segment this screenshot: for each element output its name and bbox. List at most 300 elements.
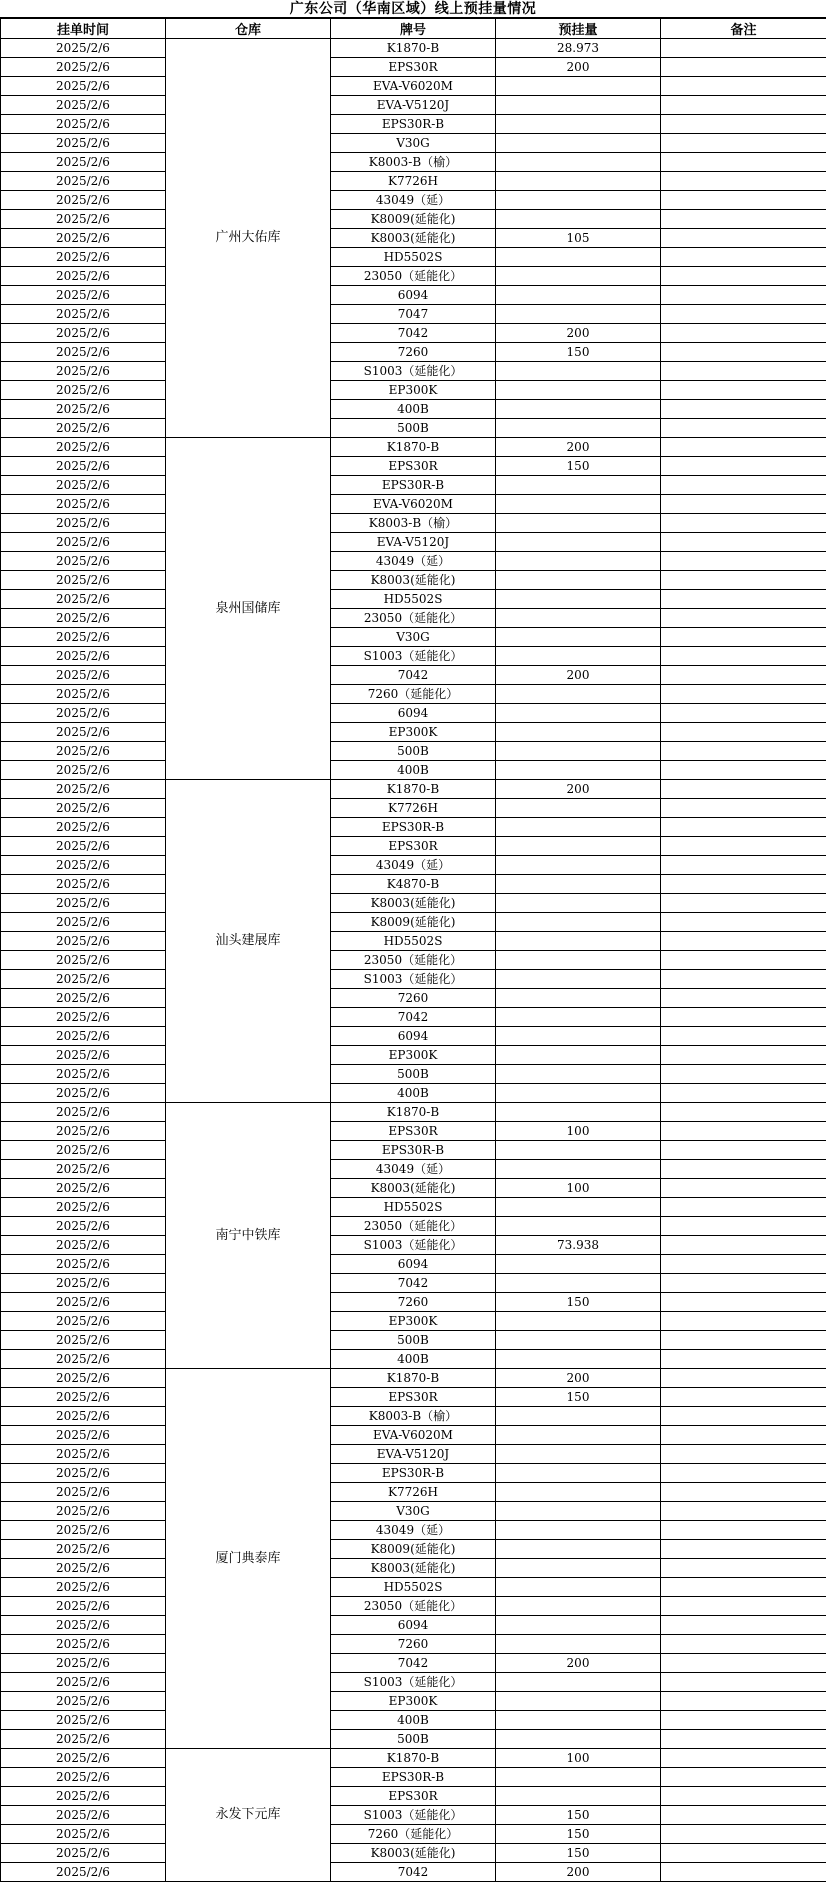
cell-date[interactable]: 2025/2/6	[1, 1787, 166, 1806]
cell-grade[interactable]: EPS30R	[331, 1388, 496, 1407]
cell-date[interactable]: 2025/2/6	[1, 1806, 166, 1825]
cell-remark[interactable]	[661, 571, 826, 590]
cell-quantity[interactable]	[496, 514, 661, 533]
cell-grade[interactable]: 500B	[331, 742, 496, 761]
cell-grade[interactable]: EPS30R	[331, 1122, 496, 1141]
cell-warehouse[interactable]: 南宁中铁库	[166, 1103, 331, 1369]
cell-date[interactable]: 2025/2/6	[1, 894, 166, 913]
cell-quantity[interactable]	[496, 704, 661, 723]
cell-date[interactable]: 2025/2/6	[1, 1122, 166, 1141]
cell-date[interactable]: 2025/2/6	[1, 1179, 166, 1198]
cell-remark[interactable]	[661, 1103, 826, 1122]
cell-remark[interactable]	[661, 609, 826, 628]
cell-remark[interactable]	[661, 1616, 826, 1635]
cell-grade[interactable]: EPS30R-B	[331, 1464, 496, 1483]
cell-quantity[interactable]	[496, 96, 661, 115]
cell-quantity[interactable]	[496, 1103, 661, 1122]
cell-quantity[interactable]	[496, 134, 661, 153]
cell-grade[interactable]: 7260（延能化）	[331, 1825, 496, 1844]
cell-remark[interactable]	[661, 1312, 826, 1331]
cell-grade[interactable]: 500B	[331, 419, 496, 438]
cell-warehouse[interactable]: 汕头建展库	[166, 780, 331, 1103]
cell-quantity[interactable]	[496, 1160, 661, 1179]
cell-quantity[interactable]	[496, 552, 661, 571]
cell-remark[interactable]	[661, 1673, 826, 1692]
cell-remark[interactable]	[661, 343, 826, 362]
cell-grade[interactable]: V30G	[331, 1502, 496, 1521]
cell-date[interactable]: 2025/2/6	[1, 1103, 166, 1122]
cell-remark[interactable]	[661, 1407, 826, 1426]
cell-grade[interactable]: K8003(延能化)	[331, 571, 496, 590]
cell-grade[interactable]: 7260	[331, 1293, 496, 1312]
cell-remark[interactable]	[661, 818, 826, 837]
cell-quantity[interactable]	[496, 989, 661, 1008]
cell-date[interactable]: 2025/2/6	[1, 1369, 166, 1388]
cell-date[interactable]: 2025/2/6	[1, 210, 166, 229]
cell-remark[interactable]	[661, 1863, 826, 1882]
cell-quantity[interactable]: 100	[496, 1122, 661, 1141]
cell-grade[interactable]: 7042	[331, 1008, 496, 1027]
cell-remark[interactable]	[661, 1331, 826, 1350]
cell-date[interactable]: 2025/2/6	[1, 1749, 166, 1768]
cell-date[interactable]: 2025/2/6	[1, 989, 166, 1008]
cell-quantity[interactable]	[496, 590, 661, 609]
cell-date[interactable]: 2025/2/6	[1, 77, 166, 96]
cell-grade[interactable]: K8003(延能化)	[331, 1179, 496, 1198]
cell-remark[interactable]	[661, 761, 826, 780]
cell-date[interactable]: 2025/2/6	[1, 1027, 166, 1046]
cell-grade[interactable]: S1003（延能化）	[331, 1673, 496, 1692]
cell-grade[interactable]: EPS30R-B	[331, 818, 496, 837]
cell-quantity[interactable]: 200	[496, 1863, 661, 1882]
cell-quantity[interactable]	[496, 1027, 661, 1046]
cell-quantity[interactable]	[496, 1673, 661, 1692]
cell-grade[interactable]: EPS30R-B	[331, 1141, 496, 1160]
cell-date[interactable]: 2025/2/6	[1, 1597, 166, 1616]
cell-remark[interactable]	[661, 1540, 826, 1559]
cell-grade[interactable]: V30G	[331, 134, 496, 153]
cell-grade[interactable]: 500B	[331, 1730, 496, 1749]
cell-grade[interactable]: 23050（延能化）	[331, 1597, 496, 1616]
cell-grade[interactable]: S1003（延能化）	[331, 1806, 496, 1825]
cell-grade[interactable]: 23050（延能化）	[331, 609, 496, 628]
cell-quantity[interactable]	[496, 685, 661, 704]
cell-quantity[interactable]: 200	[496, 58, 661, 77]
cell-quantity[interactable]: 105	[496, 229, 661, 248]
cell-remark[interactable]	[661, 476, 826, 495]
cell-grade[interactable]: HD5502S	[331, 1198, 496, 1217]
cell-date[interactable]: 2025/2/6	[1, 1825, 166, 1844]
cell-remark[interactable]	[661, 1483, 826, 1502]
cell-date[interactable]: 2025/2/6	[1, 343, 166, 362]
cell-quantity[interactable]	[496, 1217, 661, 1236]
cell-date[interactable]: 2025/2/6	[1, 647, 166, 666]
cell-quantity[interactable]	[496, 1692, 661, 1711]
cell-quantity[interactable]	[496, 913, 661, 932]
cell-remark[interactable]	[661, 590, 826, 609]
cell-quantity[interactable]	[496, 894, 661, 913]
cell-grade[interactable]: HD5502S	[331, 932, 496, 951]
cell-grade[interactable]: 6094	[331, 1027, 496, 1046]
cell-date[interactable]: 2025/2/6	[1, 1274, 166, 1293]
cell-remark[interactable]	[661, 1559, 826, 1578]
cell-grade[interactable]: 500B	[331, 1331, 496, 1350]
cell-quantity[interactable]	[496, 286, 661, 305]
cell-date[interactable]: 2025/2/6	[1, 1768, 166, 1787]
cell-remark[interactable]	[661, 1217, 826, 1236]
cell-date[interactable]: 2025/2/6	[1, 837, 166, 856]
cell-grade[interactable]: 23050（延能化）	[331, 1217, 496, 1236]
cell-date[interactable]: 2025/2/6	[1, 1388, 166, 1407]
cell-date[interactable]: 2025/2/6	[1, 1236, 166, 1255]
cell-date[interactable]: 2025/2/6	[1, 704, 166, 723]
cell-remark[interactable]	[661, 1255, 826, 1274]
cell-quantity[interactable]	[496, 381, 661, 400]
cell-date[interactable]: 2025/2/6	[1, 1331, 166, 1350]
cell-remark[interactable]	[661, 419, 826, 438]
cell-grade[interactable]: S1003（延能化）	[331, 362, 496, 381]
cell-quantity[interactable]	[496, 1597, 661, 1616]
cell-remark[interactable]	[661, 1198, 826, 1217]
cell-remark[interactable]	[661, 1597, 826, 1616]
cell-grade[interactable]: K7726H	[331, 799, 496, 818]
cell-quantity[interactable]: 150	[496, 343, 661, 362]
cell-grade[interactable]: 7042	[331, 324, 496, 343]
cell-quantity[interactable]: 200	[496, 666, 661, 685]
cell-date[interactable]: 2025/2/6	[1, 248, 166, 267]
cell-grade[interactable]: 7042	[331, 1274, 496, 1293]
cell-quantity[interactable]	[496, 400, 661, 419]
cell-grade[interactable]: K8003(延能化)	[331, 894, 496, 913]
cell-quantity[interactable]	[496, 495, 661, 514]
cell-date[interactable]: 2025/2/6	[1, 1217, 166, 1236]
cell-remark[interactable]	[661, 628, 826, 647]
cell-remark[interactable]	[661, 210, 826, 229]
cell-grade[interactable]: EPS30R-B	[331, 1768, 496, 1787]
cell-quantity[interactable]: 200	[496, 438, 661, 457]
cell-quantity[interactable]: 200	[496, 1654, 661, 1673]
cell-grade[interactable]: S1003（延能化）	[331, 647, 496, 666]
cell-remark[interactable]	[661, 1502, 826, 1521]
cell-date[interactable]: 2025/2/6	[1, 609, 166, 628]
cell-date[interactable]: 2025/2/6	[1, 875, 166, 894]
cell-quantity[interactable]: 200	[496, 780, 661, 799]
cell-date[interactable]: 2025/2/6	[1, 1008, 166, 1027]
cell-quantity[interactable]	[496, 1635, 661, 1654]
cell-quantity[interactable]	[496, 970, 661, 989]
cell-remark[interactable]	[661, 1825, 826, 1844]
cell-remark[interactable]	[661, 267, 826, 286]
cell-date[interactable]: 2025/2/6	[1, 1198, 166, 1217]
cell-date[interactable]: 2025/2/6	[1, 1312, 166, 1331]
cell-date[interactable]: 2025/2/6	[1, 514, 166, 533]
cell-grade[interactable]: EVA-V5120J	[331, 96, 496, 115]
cell-remark[interactable]	[661, 115, 826, 134]
cell-quantity[interactable]	[496, 856, 661, 875]
cell-grade[interactable]: K8003(延能化)	[331, 1559, 496, 1578]
cell-grade[interactable]: K1870-B	[331, 1749, 496, 1768]
cell-grade[interactable]: S1003（延能化）	[331, 1236, 496, 1255]
cell-grade[interactable]: 7042	[331, 1654, 496, 1673]
cell-grade[interactable]: K8003-B（榆）	[331, 153, 496, 172]
cell-grade[interactable]: K7726H	[331, 1483, 496, 1502]
cell-grade[interactable]: 500B	[331, 1065, 496, 1084]
cell-date[interactable]: 2025/2/6	[1, 970, 166, 989]
cell-grade[interactable]: K8003(延能化)	[331, 229, 496, 248]
cell-quantity[interactable]	[496, 1331, 661, 1350]
cell-grade[interactable]: 7047	[331, 305, 496, 324]
cell-quantity[interactable]	[496, 1464, 661, 1483]
cell-remark[interactable]	[661, 1274, 826, 1293]
cell-grade[interactable]: K4870-B	[331, 875, 496, 894]
cell-remark[interactable]	[661, 1084, 826, 1103]
cell-quantity[interactable]: 150	[496, 1388, 661, 1407]
cell-date[interactable]: 2025/2/6	[1, 742, 166, 761]
cell-grade[interactable]: HD5502S	[331, 590, 496, 609]
cell-date[interactable]: 2025/2/6	[1, 229, 166, 248]
cell-remark[interactable]	[661, 286, 826, 305]
cell-grade[interactable]: 400B	[331, 761, 496, 780]
cell-grade[interactable]: 400B	[331, 1350, 496, 1369]
cell-date[interactable]: 2025/2/6	[1, 799, 166, 818]
cell-quantity[interactable]	[496, 533, 661, 552]
cell-date[interactable]: 2025/2/6	[1, 1046, 166, 1065]
cell-remark[interactable]	[661, 77, 826, 96]
cell-remark[interactable]	[661, 1711, 826, 1730]
cell-quantity[interactable]	[496, 1046, 661, 1065]
cell-grade[interactable]: K1870-B	[331, 39, 496, 58]
cell-remark[interactable]	[661, 229, 826, 248]
cell-remark[interactable]	[661, 1844, 826, 1863]
cell-grade[interactable]: 7260	[331, 343, 496, 362]
cell-date[interactable]: 2025/2/6	[1, 1160, 166, 1179]
cell-date[interactable]: 2025/2/6	[1, 1464, 166, 1483]
cell-remark[interactable]	[661, 1350, 826, 1369]
cell-remark[interactable]	[661, 932, 826, 951]
cell-grade[interactable]: 7260	[331, 989, 496, 1008]
cell-quantity[interactable]	[496, 742, 661, 761]
cell-warehouse[interactable]: 厦门典泰库	[166, 1369, 331, 1749]
cell-quantity[interactable]	[496, 1578, 661, 1597]
cell-quantity[interactable]	[496, 1084, 661, 1103]
cell-date[interactable]: 2025/2/6	[1, 495, 166, 514]
cell-remark[interactable]	[661, 1806, 826, 1825]
cell-quantity[interactable]	[496, 115, 661, 134]
cell-grade[interactable]: V30G	[331, 628, 496, 647]
cell-date[interactable]: 2025/2/6	[1, 1844, 166, 1863]
cell-grade[interactable]: EP300K	[331, 1046, 496, 1065]
cell-date[interactable]: 2025/2/6	[1, 1711, 166, 1730]
cell-remark[interactable]	[661, 1749, 826, 1768]
cell-remark[interactable]	[661, 723, 826, 742]
cell-grade[interactable]: K8009(延能化)	[331, 1540, 496, 1559]
cell-quantity[interactable]	[496, 1483, 661, 1502]
cell-date[interactable]: 2025/2/6	[1, 951, 166, 970]
cell-quantity[interactable]	[496, 1255, 661, 1274]
cell-quantity[interactable]	[496, 191, 661, 210]
cell-date[interactable]: 2025/2/6	[1, 1692, 166, 1711]
cell-grade[interactable]: 6094	[331, 1616, 496, 1635]
cell-remark[interactable]	[661, 533, 826, 552]
cell-quantity[interactable]	[496, 1198, 661, 1217]
cell-quantity[interactable]	[496, 1711, 661, 1730]
cell-remark[interactable]	[661, 1768, 826, 1787]
cell-remark[interactable]	[661, 1730, 826, 1749]
cell-remark[interactable]	[661, 1445, 826, 1464]
cell-grade[interactable]: EVA-V6020M	[331, 77, 496, 96]
cell-remark[interactable]	[661, 400, 826, 419]
cell-quantity[interactable]	[496, 761, 661, 780]
cell-quantity[interactable]	[496, 1445, 661, 1464]
cell-grade[interactable]: K8003-B（榆）	[331, 1407, 496, 1426]
cell-quantity[interactable]	[496, 1787, 661, 1806]
cell-quantity[interactable]	[496, 951, 661, 970]
cell-date[interactable]: 2025/2/6	[1, 1863, 166, 1882]
cell-date[interactable]: 2025/2/6	[1, 115, 166, 134]
cell-remark[interactable]	[661, 153, 826, 172]
cell-remark[interactable]	[661, 1635, 826, 1654]
cell-quantity[interactable]: 200	[496, 1369, 661, 1388]
cell-date[interactable]: 2025/2/6	[1, 552, 166, 571]
cell-grade[interactable]: EP300K	[331, 381, 496, 400]
cell-date[interactable]: 2025/2/6	[1, 780, 166, 799]
cell-date[interactable]: 2025/2/6	[1, 324, 166, 343]
cell-remark[interactable]	[661, 495, 826, 514]
cell-date[interactable]: 2025/2/6	[1, 400, 166, 419]
cell-remark[interactable]	[661, 780, 826, 799]
cell-remark[interactable]	[661, 970, 826, 989]
cell-date[interactable]: 2025/2/6	[1, 419, 166, 438]
cell-quantity[interactable]: 150	[496, 457, 661, 476]
cell-date[interactable]: 2025/2/6	[1, 1293, 166, 1312]
cell-date[interactable]: 2025/2/6	[1, 1255, 166, 1274]
cell-remark[interactable]	[661, 1122, 826, 1141]
cell-quantity[interactable]: 100	[496, 1179, 661, 1198]
cell-date[interactable]: 2025/2/6	[1, 1635, 166, 1654]
cell-warehouse[interactable]: 广州大佑库	[166, 39, 331, 438]
cell-warehouse[interactable]: 泉州国储库	[166, 438, 331, 780]
cell-remark[interactable]	[661, 1464, 826, 1483]
cell-grade[interactable]: K1870-B	[331, 438, 496, 457]
cell-date[interactable]: 2025/2/6	[1, 856, 166, 875]
cell-quantity[interactable]	[496, 153, 661, 172]
cell-date[interactable]: 2025/2/6	[1, 1616, 166, 1635]
cell-remark[interactable]	[661, 552, 826, 571]
cell-quantity[interactable]	[496, 210, 661, 229]
cell-grade[interactable]: 43049（延）	[331, 552, 496, 571]
cell-remark[interactable]	[661, 666, 826, 685]
cell-remark[interactable]	[661, 362, 826, 381]
cell-quantity[interactable]	[496, 932, 661, 951]
cell-grade[interactable]: K8003(延能化)	[331, 1844, 496, 1863]
cell-grade[interactable]: 7042	[331, 666, 496, 685]
cell-quantity[interactable]	[496, 609, 661, 628]
cell-grade[interactable]: 6094	[331, 286, 496, 305]
cell-quantity[interactable]	[496, 875, 661, 894]
cell-grade[interactable]: K7726H	[331, 172, 496, 191]
cell-date[interactable]: 2025/2/6	[1, 172, 166, 191]
cell-grade[interactable]: 400B	[331, 1711, 496, 1730]
cell-date[interactable]: 2025/2/6	[1, 818, 166, 837]
cell-grade[interactable]: 400B	[331, 1084, 496, 1103]
cell-grade[interactable]: K1870-B	[331, 1103, 496, 1122]
cell-quantity[interactable]	[496, 647, 661, 666]
cell-quantity[interactable]	[496, 723, 661, 742]
cell-quantity[interactable]: 200	[496, 324, 661, 343]
cell-remark[interactable]	[661, 1692, 826, 1711]
cell-date[interactable]: 2025/2/6	[1, 438, 166, 457]
cell-date[interactable]: 2025/2/6	[1, 1654, 166, 1673]
cell-remark[interactable]	[661, 39, 826, 58]
cell-grade[interactable]: 23050（延能化）	[331, 951, 496, 970]
cell-quantity[interactable]: 150	[496, 1844, 661, 1863]
cell-quantity[interactable]	[496, 305, 661, 324]
cell-date[interactable]: 2025/2/6	[1, 1065, 166, 1084]
cell-quantity[interactable]	[496, 419, 661, 438]
header-remark[interactable]: 备注	[661, 19, 826, 39]
cell-grade[interactable]: EPS30R-B	[331, 476, 496, 495]
header-grade[interactable]: 牌号	[331, 19, 496, 39]
cell-date[interactable]: 2025/2/6	[1, 1350, 166, 1369]
cell-quantity[interactable]	[496, 476, 661, 495]
cell-remark[interactable]	[661, 58, 826, 77]
cell-remark[interactable]	[661, 1008, 826, 1027]
cell-quantity[interactable]	[496, 77, 661, 96]
cell-remark[interactable]	[661, 685, 826, 704]
cell-grade[interactable]: 7260（延能化）	[331, 685, 496, 704]
cell-remark[interactable]	[661, 704, 826, 723]
cell-date[interactable]: 2025/2/6	[1, 1521, 166, 1540]
cell-quantity[interactable]	[496, 1312, 661, 1331]
cell-date[interactable]: 2025/2/6	[1, 1540, 166, 1559]
cell-date[interactable]: 2025/2/6	[1, 913, 166, 932]
cell-grade[interactable]: 400B	[331, 400, 496, 419]
cell-grade[interactable]: EPS30R	[331, 58, 496, 77]
cell-quantity[interactable]	[496, 1141, 661, 1160]
cell-quantity[interactable]: 150	[496, 1825, 661, 1844]
cell-date[interactable]: 2025/2/6	[1, 96, 166, 115]
cell-quantity[interactable]	[496, 1426, 661, 1445]
cell-remark[interactable]	[661, 96, 826, 115]
cell-date[interactable]: 2025/2/6	[1, 1407, 166, 1426]
cell-date[interactable]: 2025/2/6	[1, 457, 166, 476]
cell-grade[interactable]: 43049（延）	[331, 856, 496, 875]
cell-remark[interactable]	[661, 1065, 826, 1084]
cell-date[interactable]: 2025/2/6	[1, 1426, 166, 1445]
cell-quantity[interactable]	[496, 1008, 661, 1027]
cell-quantity[interactable]	[496, 267, 661, 286]
cell-date[interactable]: 2025/2/6	[1, 1673, 166, 1692]
cell-grade[interactable]: 6094	[331, 1255, 496, 1274]
cell-quantity[interactable]: 100	[496, 1749, 661, 1768]
cell-date[interactable]: 2025/2/6	[1, 533, 166, 552]
cell-remark[interactable]	[661, 1787, 826, 1806]
cell-remark[interactable]	[661, 647, 826, 666]
cell-grade[interactable]: EPS30R	[331, 1787, 496, 1806]
cell-date[interactable]: 2025/2/6	[1, 1141, 166, 1160]
cell-date[interactable]: 2025/2/6	[1, 39, 166, 58]
cell-quantity[interactable]	[496, 1407, 661, 1426]
cell-grade[interactable]: EPS30R	[331, 837, 496, 856]
cell-quantity[interactable]	[496, 1768, 661, 1787]
cell-grade[interactable]: S1003（延能化）	[331, 970, 496, 989]
cell-quantity[interactable]	[496, 1502, 661, 1521]
cell-grade[interactable]: EVA-V6020M	[331, 1426, 496, 1445]
cell-quantity[interactable]	[496, 172, 661, 191]
cell-date[interactable]: 2025/2/6	[1, 685, 166, 704]
cell-remark[interactable]	[661, 742, 826, 761]
cell-remark[interactable]	[661, 514, 826, 533]
